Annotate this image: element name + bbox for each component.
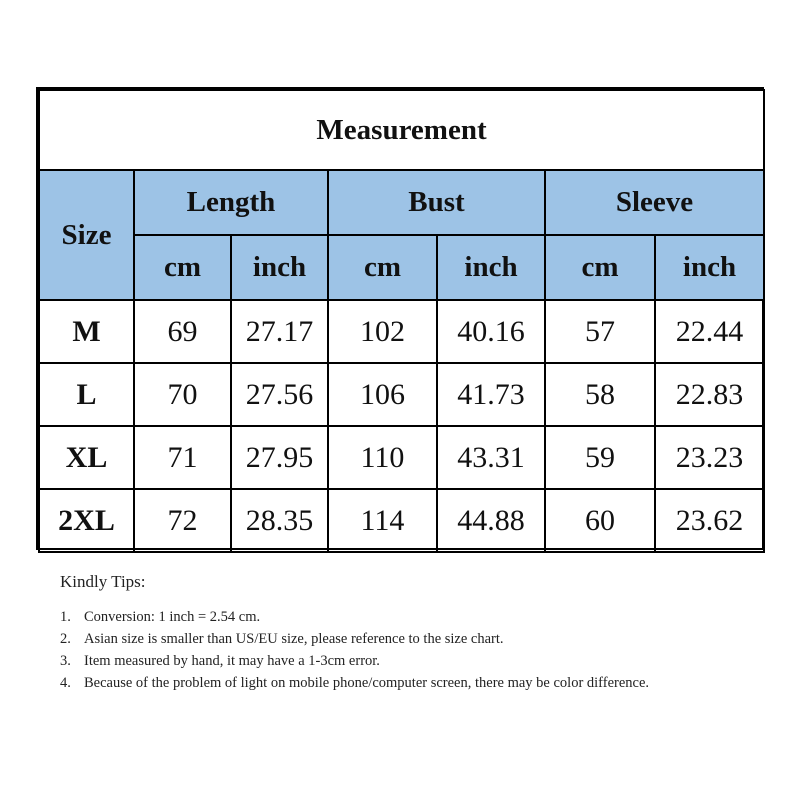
list-item <box>60 628 740 650</box>
length-inch-header: inch <box>231 235 328 300</box>
list-item <box>60 606 740 628</box>
size-cell: 2XL <box>39 489 134 552</box>
value-cell: 58 <box>545 363 655 426</box>
length-header: Length <box>134 170 328 235</box>
value-cell: 114 <box>328 489 437 552</box>
list-item-text: Asian size is smaller than US/EU size, please reference to the size chart. <box>84 631 504 647</box>
table-row <box>39 489 764 552</box>
value-cell: 23.23 <box>655 426 764 489</box>
value-cell: 57 <box>545 300 655 363</box>
size-cell: L <box>39 363 134 426</box>
value-cell: 59 <box>545 426 655 489</box>
table-title: Measurement <box>39 90 764 170</box>
value-cell: 41.73 <box>437 363 545 426</box>
bust-header: Bust <box>328 170 545 235</box>
list-item-number: 4. <box>60 675 71 691</box>
value-cell: 27.56 <box>231 363 328 426</box>
table-row <box>39 363 764 426</box>
value-cell: 23.62 <box>655 489 764 552</box>
value-cell: 27.17 <box>231 300 328 363</box>
value-cell: 43.31 <box>437 426 545 489</box>
value-cell: 106 <box>328 363 437 426</box>
length-cm-header: cm <box>134 235 231 300</box>
table-row <box>39 426 764 489</box>
size-chart <box>36 87 764 550</box>
size-cell: M <box>39 300 134 363</box>
list-item-text: Item measured by hand, it may have a 1-3cm error. <box>84 653 380 669</box>
list-item-number: 3. <box>60 653 71 669</box>
value-cell: 60 <box>545 489 655 552</box>
list-item <box>60 650 740 672</box>
bust-cm-header: cm <box>328 235 437 300</box>
size-cell: XL <box>39 426 134 489</box>
value-cell: 22.44 <box>655 300 764 363</box>
sleeve-header: Sleeve <box>545 170 764 235</box>
value-cell: 102 <box>328 300 437 363</box>
list-item <box>60 672 740 694</box>
size-column-header: Size <box>39 170 134 300</box>
value-cell: 110 <box>328 426 437 489</box>
value-cell: 27.95 <box>231 426 328 489</box>
value-cell: 22.83 <box>655 363 764 426</box>
sleeve-inch-header: inch <box>655 235 764 300</box>
list-item-text: Conversion: 1 inch = 2.54 cm. <box>84 609 261 625</box>
list-item-number: 1. <box>60 609 71 625</box>
value-cell: 44.88 <box>437 489 545 552</box>
kindly-tips <box>60 572 740 694</box>
list-item-number: 2. <box>60 631 71 647</box>
value-cell: 28.35 <box>231 489 328 552</box>
sleeve-cm-header: cm <box>545 235 655 300</box>
value-cell: 40.16 <box>437 300 545 363</box>
size-table <box>38 89 765 553</box>
bust-inch-header: inch <box>437 235 545 300</box>
tips-list <box>60 606 740 694</box>
value-cell: 69 <box>134 300 231 363</box>
list-item-text: Because of the problem of light on mobile phone/computer screen, there may be color difference. <box>84 675 650 691</box>
value-cell: 71 <box>134 426 231 489</box>
tips-title: Kindly Tips: <box>60 572 146 591</box>
value-cell: 72 <box>134 489 231 552</box>
value-cell: 70 <box>134 363 231 426</box>
table-row <box>39 300 764 363</box>
